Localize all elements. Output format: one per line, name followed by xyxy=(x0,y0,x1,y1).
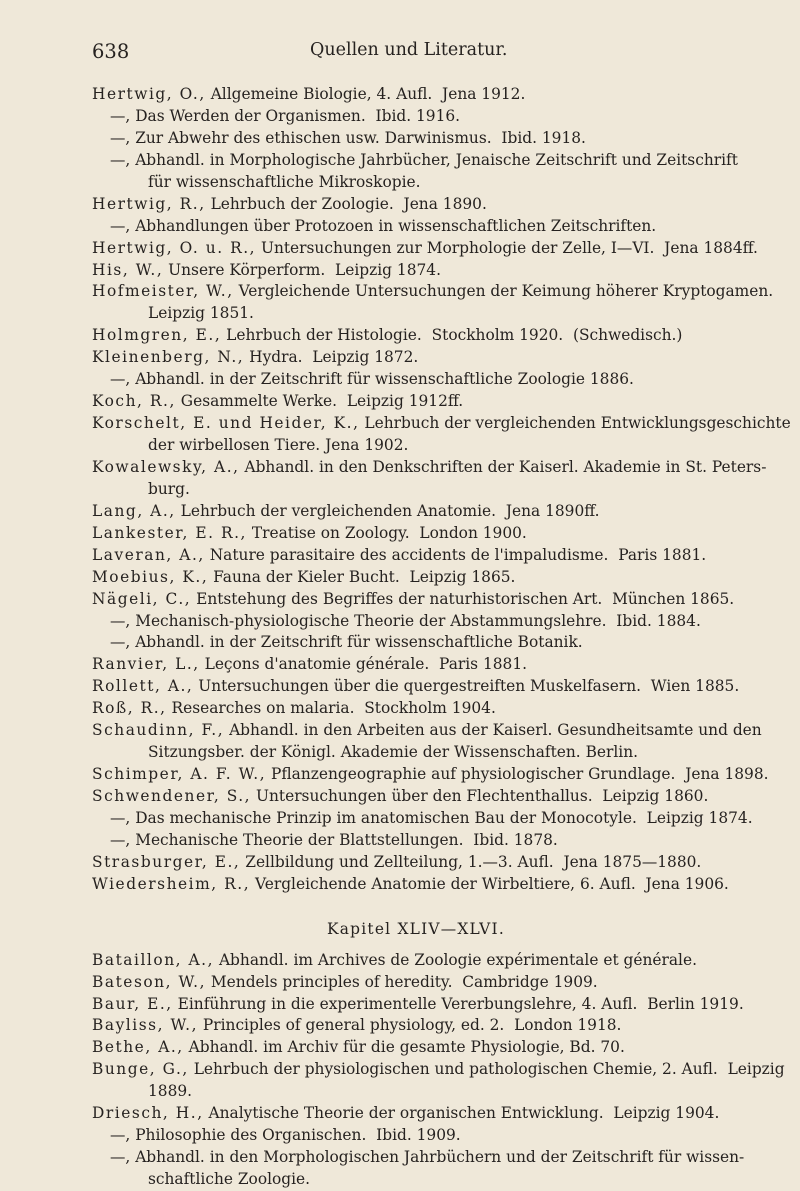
entry-author: Bayliss, W., xyxy=(92,1016,198,1035)
bibliography-entry xyxy=(92,413,792,435)
ditto-dash: —, xyxy=(110,150,131,169)
entry-author: Bataillon, A., xyxy=(92,950,215,969)
entry-author: Lankester, E. R., xyxy=(92,523,247,542)
entry-text: Fauna der Kieler Bucht. Leipzig 1865. xyxy=(208,567,516,586)
bibliography-entry xyxy=(92,238,792,260)
entry-author: Hofmeister, W., xyxy=(92,282,234,301)
entry-author: Wiedersheim, R., xyxy=(92,874,251,893)
bibliography-entry xyxy=(92,369,792,391)
bibliography-entry xyxy=(92,281,792,303)
entry-author: Bunge, G., xyxy=(92,1060,189,1079)
bibliography-entry xyxy=(92,764,792,786)
bibliography-entry xyxy=(92,852,792,874)
bibliography-entry xyxy=(92,950,792,972)
entry-text: Analytische Theorie der organischen Entwicklung. Leipzig 1904. xyxy=(203,1104,720,1123)
bibliography-entry xyxy=(92,786,792,808)
entry-text: Vergleichende Anatomie der Wirbeltiere, 6. Aufl. Jena 1906. xyxy=(250,874,729,893)
bibliography-section xyxy=(92,84,792,896)
entry-author: Kowalewsky, A., xyxy=(92,457,240,476)
entry-author: Kleinenberg, N., xyxy=(92,348,245,367)
entry-text: Entstehung des Begriffes der naturhistorischen Art. München 1865. xyxy=(191,589,735,608)
entry-author: Schaudinn, F., xyxy=(92,721,225,740)
entry-text: Principles of general physiology, ed. 2. London 1918. xyxy=(198,1016,622,1035)
entry-text: Treatise on Zoology. London 1900. xyxy=(246,523,527,542)
bibliography-entry xyxy=(92,194,792,216)
entry-text: Mechanisch-physiologische Theorie der Abstammungslehre. Ibid. 1884. xyxy=(130,611,701,630)
page-number: 638 xyxy=(92,40,130,63)
entry-text: Einführung in die experimentelle Vererbungslehre, 4. Aufl. Berlin 1919. xyxy=(172,994,744,1013)
entry-text: Abhandl. in den Morphologischen Jahrbüchern und der Zeitschrift für wissen- xyxy=(130,1148,745,1167)
bibliography-entry xyxy=(92,457,792,479)
bibliography-entry xyxy=(92,1103,792,1125)
running-header xyxy=(92,40,740,68)
bibliography-entry xyxy=(92,391,792,413)
ditto-dash: —, xyxy=(110,1148,131,1167)
entry-text: Lehrbuch der vergleichenden Entwicklungsgeschichte xyxy=(359,414,791,433)
entry-text: Lehrbuch der Histologie. Stockholm 1920. (Schwedisch.) xyxy=(221,326,683,345)
bibliography-entry xyxy=(92,347,792,369)
bibliography-entry xyxy=(92,720,792,742)
entry-text: Pflanzengeographie auf physiologischer Grundlage. Jena 1898. xyxy=(266,765,769,784)
entry-author: Baur, E., xyxy=(92,994,173,1013)
bibliography-entry xyxy=(92,654,792,676)
entry-text: Allgemeine Biologie, 4. Aufl. Jena 1912. xyxy=(205,85,526,103)
bibliography-entry xyxy=(92,128,792,150)
entry-author: Bethe, A., xyxy=(92,1038,184,1057)
entry-text: Das Werden der Organismen. Ibid. 1916. xyxy=(130,106,461,125)
chapter-heading: Kapitel XLIV—XLVI. xyxy=(327,919,505,938)
entry-text: Abhandl. in der Zeitschrift für wissenschaftliche Botanik. xyxy=(130,633,583,652)
entry-continuation: Sitzungsber. der Königl. Akademie der Wissenschaften. Berlin. xyxy=(148,743,639,762)
entry-text: Lehrbuch der Zoologie. Jena 1890. xyxy=(205,194,487,213)
bibliography-entry xyxy=(92,972,792,994)
entry-continuation: der wirbellosen Tiere. Jena 1902. xyxy=(148,436,409,454)
entry-author: Driesch, H., xyxy=(92,1104,204,1123)
bibliography-entry xyxy=(92,545,792,567)
bibliography-entry xyxy=(92,611,792,633)
entry-author: His, W., xyxy=(92,260,164,279)
bibliography-section xyxy=(92,950,792,1191)
bibliography-entry xyxy=(92,216,792,238)
entry-text: Untersuchungen zur Morphologie der Zelle, I—VI. Jena 1884ff. xyxy=(256,238,758,257)
bibliography-entry xyxy=(92,1015,792,1037)
entry-text: Untersuchungen über den Flechtenthallus. Leipzig 1860. xyxy=(251,787,709,805)
bibliography-entry xyxy=(92,874,792,896)
entry-text: Lehrbuch der vergleichenden Anatomie. Jena 1890ff. xyxy=(175,501,600,520)
bibliography-entry xyxy=(92,567,792,589)
ditto-dash: —, xyxy=(110,808,131,827)
entry-text: Mechanische Theorie der Blattstellungen. Ibid. 1878. xyxy=(130,830,558,849)
bibliography-entry xyxy=(92,808,792,830)
entry-text: Abhandl. im Archiv für die gesamte Physiologie, Bd. 70. xyxy=(183,1038,625,1057)
entry-text: Abhandl. in den Denkschriften der Kaiserl. Akademie in St. Peters- xyxy=(239,457,767,476)
entry-text: Vergleichende Untersuchungen der Keimung höherer Kryptogamen. xyxy=(233,282,774,301)
bibliography-entry xyxy=(92,1059,792,1081)
bibliography-entry xyxy=(92,1125,792,1147)
entry-continuation: schaftliche Zoologie. xyxy=(148,1170,311,1188)
bibliography-entry xyxy=(92,589,792,611)
entry-continuation: 1889. xyxy=(148,1082,193,1101)
entry-author: Schimper, A. F. W., xyxy=(92,765,267,784)
entry-text: Nature parasitaire des accidents de l'impaludisme. Paris 1881. xyxy=(204,545,707,564)
entry-text: Abhandl. in Morphologische Jahrbücher, Jenaische Zeitschrift und Zeitschrift xyxy=(130,150,738,169)
bibliography-entry xyxy=(92,325,792,347)
entry-author: Ranvier, L., xyxy=(92,655,200,674)
entry-author: Koch, R., xyxy=(92,392,176,411)
entry-text: Gesammelte Werke. Leipzig 1912ff. xyxy=(175,392,464,411)
entry-text: Zellbildung und Zellteilung, 1.—3. Aufl. Jena 1875—1880. xyxy=(240,852,702,871)
ditto-dash: —, xyxy=(110,611,131,630)
running-title: Quellen und Literatur. xyxy=(310,40,508,60)
entry-text: Abhandl. in der Zeitschrift für wissenschaftliche Zoologie 1886. xyxy=(130,370,634,389)
bibliography xyxy=(92,84,792,1191)
entry-continuation: burg. xyxy=(148,479,190,498)
entry-text: Leçons d'anatomie générale. Paris 1881. xyxy=(199,655,528,674)
entry-author: Laveran, A., xyxy=(92,545,205,564)
bibliography-entry xyxy=(92,994,792,1016)
entry-text: Hydra. Leipzig 1872. xyxy=(244,348,419,367)
bibliography-entry xyxy=(92,106,792,128)
entry-author: Hertwig, R., xyxy=(92,194,206,213)
ditto-dash: —, xyxy=(110,106,131,125)
entry-text: Abhandl. im Archives de Zoologie expérimentale et générale. xyxy=(214,950,697,969)
bibliography-entry xyxy=(92,830,792,852)
bibliography-entry xyxy=(92,1147,792,1169)
entry-text: Das mechanische Prinzip im anatomischen Bau der Monocotyle. Leipzig 1874. xyxy=(130,808,753,827)
entry-author: Roß, R., xyxy=(92,699,167,718)
entry-author: Lang, A., xyxy=(92,501,176,520)
bibliography-entry xyxy=(92,260,792,282)
entry-author: Hertwig, O., xyxy=(92,85,206,103)
entry-author: Rollett, A., xyxy=(92,677,194,696)
ditto-dash: —, xyxy=(110,633,131,652)
bibliography-entry xyxy=(92,698,792,720)
entry-text: Abhandlungen über Protozoen in wissenschaftlichen Zeitschriften. xyxy=(130,216,657,235)
ditto-dash: —, xyxy=(110,1126,131,1145)
entry-author: Strasburger, E., xyxy=(92,852,241,871)
entry-text: Researches on malaria. Stockholm 1904. xyxy=(166,699,496,718)
entry-text: Abhandl. in den Arbeiten aus der Kaiserl. Gesundheitsamte und den xyxy=(224,721,762,740)
ditto-dash: —, xyxy=(110,128,131,147)
ditto-dash: —, xyxy=(110,370,131,389)
ditto-dash: —, xyxy=(110,830,131,849)
entry-continuation: für wissenschaftliche Mikroskopie. xyxy=(148,172,421,191)
bibliography-entry xyxy=(92,150,792,172)
bibliography-entry xyxy=(92,501,792,523)
entry-text: Unsere Körperform. Leipzig 1874. xyxy=(163,260,441,279)
bibliography-entry xyxy=(92,632,792,654)
bibliography-entry xyxy=(92,523,792,545)
entry-author: Moebius, K., xyxy=(92,567,209,586)
entry-author: Hertwig, O. u. R., xyxy=(92,238,257,257)
bibliography-entry xyxy=(92,1037,792,1059)
entry-text: Lehrbuch der physiologischen und pathologischen Chemie, 2. Aufl. Leipzig xyxy=(188,1060,785,1079)
bibliography-entry xyxy=(92,676,792,698)
entry-author: Nägeli, C., xyxy=(92,589,192,608)
entry-text: Untersuchungen über die quergestreiften Muskelfasern. Wien 1885. xyxy=(193,677,740,696)
entry-continuation: Leipzig 1851. xyxy=(148,304,254,323)
entry-author: Bateson, W., xyxy=(92,972,207,991)
bibliography-entry xyxy=(92,84,792,106)
entry-author: Korschelt, E. und Heider, K., xyxy=(92,414,360,433)
entry-author: Schwendener, S., xyxy=(92,787,252,805)
entry-author: Holmgren, E., xyxy=(92,326,222,345)
entry-text: Zur Abwehr des ethischen usw. Darwinismus. Ibid. 1918. xyxy=(130,128,586,147)
entry-text: Mendels principles of heredity. Cambridge 1909. xyxy=(206,972,598,991)
ditto-dash: —, xyxy=(110,216,131,235)
entry-text: Philosophie des Organischen. Ibid. 1909. xyxy=(130,1126,461,1145)
